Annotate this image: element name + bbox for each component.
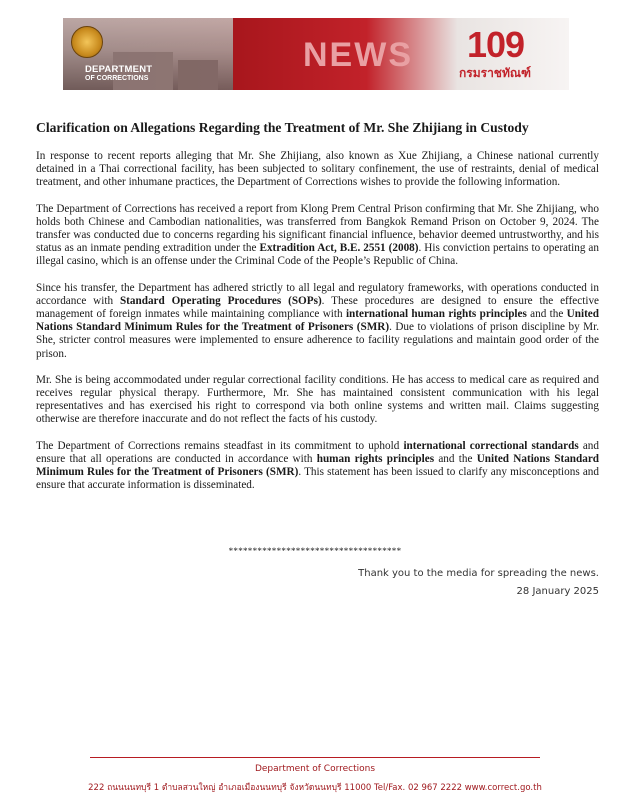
- bold-text: United Nations Standard Minimum Rules for the Treatment of Prisoners (SMR): [36, 308, 599, 334]
- text-run: and ensure that all operations are conducted in accordance with: [36, 439, 599, 465]
- text-run: and the: [526, 308, 567, 321]
- bold-text: international correctional standards: [403, 439, 579, 452]
- paragraph: [36, 440, 599, 493]
- paragraph: [36, 150, 599, 190]
- paragraph: [36, 282, 599, 361]
- text-run: . His conviction pertains to operating an illegal casino, which is an offense under the Criminal Code of the People’s Republic of China.: [36, 242, 599, 268]
- text-run: . These procedures are designed to ensure the effective management of foreign inmates while maintaining compliance with: [36, 294, 599, 321]
- paragraph: [36, 374, 599, 427]
- news-banner: [63, 18, 569, 90]
- statement-body: [36, 150, 599, 505]
- text-run: The Department of Corrections has received a report from Klong Prem Central Prison confirming that Mr. She Zhijiang, who holds both Chinese and Cambodian nationalities, was transferred from Bangkok Remand Prison on October 9, 2024. The transfer was conducted due to concerns regarding his significant financial influence, behavior deemed untrustworthy, and his status as an inmate pending extradition under the: [36, 202, 599, 255]
- bold-text: Standard Operating Procedures (SOPs): [119, 294, 322, 307]
- statement-date: 28 January 2025: [516, 586, 599, 597]
- anniversary-dept-th: กรมราชทัณฑ์: [459, 66, 531, 80]
- paragraph: [36, 203, 599, 269]
- bold-text: United Nations Standard Minimum Rules for the Treatment of Prisoners (SMR): [36, 452, 600, 479]
- text-run: In response to recent reports alleging that Mr. She Zhijiang, also known as Xue Zhijiang, a Chinese national currently detained in a Thai correctional facility, has been subjected to solitary confinement, the use of restraints, denial of medical treatment, and other inhumane practices, the Department of Corrections wishes to provide the following information.: [36, 150, 599, 189]
- text-run: . Due to violations of prison discipline by Mr. She, stricter control measures were implemented to ensure adherence to facility regulations and maintain good order of the prison.: [36, 321, 599, 360]
- thanks-note: Thank you to the media for spreading the news.: [358, 568, 599, 579]
- separator: ************************************: [228, 546, 402, 556]
- dept-line1: DEPARTMENT: [85, 64, 153, 75]
- text-run: Since his transfer, the Department has adhered strictly to all legal and regulatory frameworks, with operations conducted in accordance with: [36, 281, 599, 307]
- bold-text: human rights principles: [316, 452, 435, 465]
- anniversary-logo: [457, 22, 557, 86]
- footer-address: 222 ถนนนนทบุรี 1 ตำบลสวนใหญ่ อำเภอเมืองนนทบุรี จังหวัดนนทบุรี 11000 Tel/Fax. 02 967 2222 www.correct.go.th: [88, 783, 542, 793]
- text-run: Mr. She is being accommodated under regular correctional facility conditions. He has access to medical care as required and receives regular physical therapy. Furthermore, Mr. She has maintained consistent communication with his legal representatives and has exercised his right to correspond via both online systems and written mail. Claims suggesting otherwise are therefore inaccurate and do not reflect the facts of his custody.: [36, 373, 599, 426]
- bold-text: Extradition Act, B.E. 2551 (2008): [259, 242, 419, 255]
- news-heading: NEWS: [303, 36, 413, 74]
- bold-text: international human rights principles: [345, 308, 527, 321]
- text-run: . This statement has been issued to clarify any misconceptions and ensure that accurate information is disseminated.: [36, 466, 599, 492]
- dept-line2: OF CORRECTIONS: [85, 75, 149, 82]
- anniversary-number: 109: [467, 24, 525, 65]
- text-run: The Department of Corrections remains steadfast in its commitment to uphold: [36, 439, 404, 452]
- footer-organization: Department of Corrections: [254, 764, 376, 774]
- department-logo-text: [85, 65, 152, 83]
- page-title: Clarification on Allegations Regarding the Treatment of Mr. She Zhijiang in Custody: [36, 120, 529, 135]
- text-run: and the: [434, 452, 477, 465]
- department-seal-icon: [71, 26, 103, 58]
- footer-divider: [90, 757, 540, 758]
